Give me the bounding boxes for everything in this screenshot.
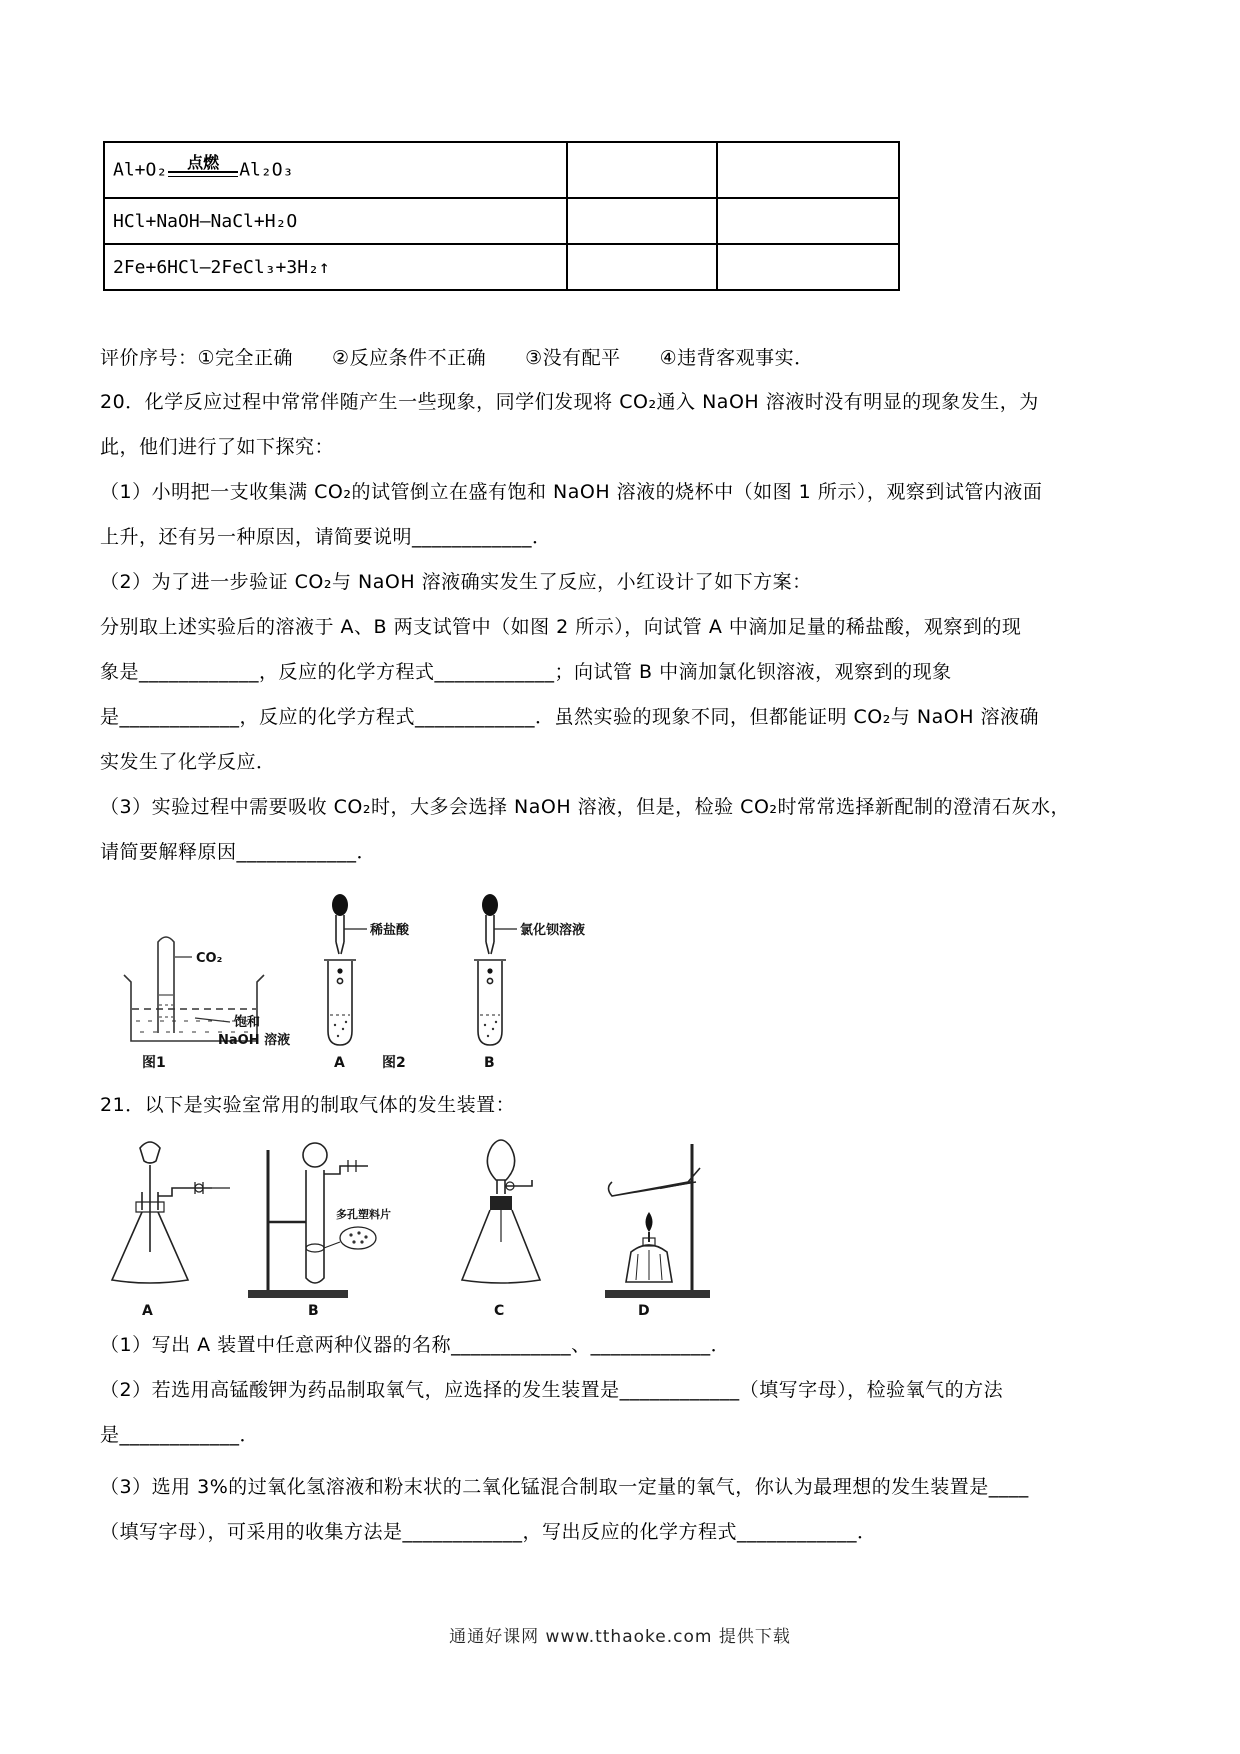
empty-cell: [717, 142, 899, 198]
porous-leader: [324, 1242, 340, 1248]
text-line: （填写字母），可采用的收集方法是____________，写出反应的化学方程式____________．: [100, 1521, 877, 1543]
empty-cell: [567, 244, 717, 290]
empty-cell: [567, 142, 717, 198]
empty-cell: [567, 198, 717, 244]
equation-table: [103, 141, 900, 291]
dropper-bulb: [482, 894, 498, 916]
dropper-tube: [486, 915, 494, 954]
porous-sheet-label: 多孔塑料片: [336, 1208, 391, 1221]
horizontal-test-tube: [609, 1168, 701, 1196]
device-d: [605, 1144, 710, 1298]
stand-base: [248, 1290, 348, 1298]
naoh-leader-line: [195, 1018, 230, 1022]
condition-label: 点燃: [187, 152, 220, 172]
rating-legend: 评价序号：①完全正确 ②反应条件不正确 ③没有配平 ④违背客观事实．: [100, 347, 814, 369]
figure2-caption: 图2: [382, 1055, 406, 1071]
gas-generator-devices: [100, 1130, 720, 1322]
experiment-diagram: [100, 885, 620, 1080]
text-line: （2）若选用高锰酸钾为药品制取氧气，应选择的发生装置是____________（填写字母），检验氧气的方法: [100, 1379, 1004, 1401]
delivery-tube: [158, 1188, 212, 1196]
double-line: [168, 171, 238, 177]
device-c-label: C: [494, 1303, 505, 1319]
naoh-label-line2: NaOH 溶液: [218, 1033, 291, 1048]
text-line: 是____________．: [100, 1424, 260, 1446]
text-line: 分别取上述实验后的溶液于 A、B 两支试管中（如图 2 所示），向试管 A 中滴加足量的稀盐酸，观察到的现: [100, 616, 1022, 638]
thistle-funnel-cup: [140, 1142, 160, 1163]
equation-left: Al+O₂: [113, 159, 168, 180]
test-tube: [306, 1170, 324, 1283]
tube-a-diagram: [324, 894, 367, 1045]
dropper-b-label: 氯化钡溶液: [520, 923, 586, 938]
table-row: [104, 244, 899, 290]
device-c: [462, 1140, 540, 1283]
porous-sheet-zoom: [340, 1227, 376, 1249]
tube-b-caption: B: [484, 1055, 495, 1071]
tube-a-caption: A: [334, 1055, 345, 1071]
lamp-hatching: [636, 1250, 662, 1280]
device-b-label: B: [308, 1303, 319, 1319]
dropper-a-label: 稀盐酸: [370, 923, 410, 938]
stopcock-side-tube: [505, 1180, 532, 1186]
flame: [646, 1212, 653, 1232]
inverted-test-tube: [158, 937, 174, 1033]
device-a-label: A: [142, 1303, 153, 1319]
table-row: [104, 198, 899, 244]
co2-label: CO₂: [196, 951, 223, 966]
gas-tube: [324, 1166, 368, 1174]
naoh-label-line1: 饱和: [234, 1015, 261, 1030]
empty-cell: [717, 244, 899, 290]
equation-cell: HCl+NaOH—NaCl+H₂O: [104, 198, 567, 244]
text-line: 此，他们进行了如下探究：: [100, 436, 335, 458]
text-line: 上升，还有另一种原因，请简要说明____________．: [100, 526, 552, 548]
tube-b-diagram: [474, 894, 517, 1045]
equation-cell: [104, 142, 567, 198]
text-line: 请简要解释原因____________．: [100, 841, 377, 863]
question-21-intro: 21．以下是实验室常用的制取气体的发生装置：: [100, 1094, 516, 1116]
rubber-stopper: [490, 1196, 512, 1210]
separating-funnel-bulb: [487, 1140, 514, 1180]
text-line: 是____________，反应的化学方程式____________．虽然实验的现象不同，但都能证明 CO₂与 NaOH 溶液确: [100, 706, 1040, 728]
question-20-block: [100, 380, 1200, 875]
question-21-block: [100, 1323, 1200, 1555]
site-footer: 通通好课网 www.tthaoke.com 提供下载: [449, 1627, 791, 1647]
text-line: （2）为了进一步验证 CO₂与 NaOH 溶液确实发生了反应，小红设计了如下方案：: [100, 571, 812, 593]
text-line: 实发生了化学反应．: [100, 751, 276, 773]
device-d-label: D: [638, 1303, 650, 1319]
dropper-bulb: [332, 894, 348, 916]
porous-sheet: [306, 1244, 324, 1252]
equation-right: Al₂O₃: [239, 159, 294, 180]
beaker-outline: [124, 975, 264, 1041]
text-line: （3）选用 3%的过氧化氢溶液和粉末状的二氧化锰混合制取一定量的氧气，你认为最理想的发生装置是____: [100, 1476, 1029, 1498]
device-a: [112, 1142, 230, 1283]
apparatus-diagram: [100, 1130, 720, 1322]
table-row: [104, 142, 899, 198]
text-line: （1）小明把一支收集满 CO₂的试管倒立在盛有饱和 NaOH 溶液的烧杯中（如图 1 所示），观察到试管内液面: [100, 481, 1043, 503]
text-line: 象是____________，反应的化学方程式____________；向试管 B 中滴加氯化钡溶液，观察到的现象: [100, 661, 952, 683]
dropper-tube: [336, 915, 344, 954]
text-line: 20．化学反应过程中常常伴随产生一些现象，同学们发现将 CO₂通入 NaOH 溶液时没有明显的现象发生，为: [100, 391, 1039, 413]
reaction-condition: [168, 152, 238, 178]
text-line: （3）实验过程中需要吸收 CO₂时，大多会选择 NaOH 溶液，但是，检验 CO₂时常常选择新配制的澄清石灰水，: [100, 796, 1071, 818]
ball-funnel-top: [303, 1143, 327, 1167]
empty-cell: [717, 198, 899, 244]
figure1-caption: 图1: [142, 1055, 166, 1071]
stand-base: [605, 1290, 710, 1298]
figure1-figure2-diagram: [100, 885, 620, 1080]
equation-cell: 2Fe+6HCl—2FeCl₃+3H₂↑: [104, 244, 567, 290]
funnel-stem: [497, 1180, 505, 1194]
text-line: （1）写出 A 装置中任意两种仪器的名称____________、____________．: [100, 1334, 731, 1356]
